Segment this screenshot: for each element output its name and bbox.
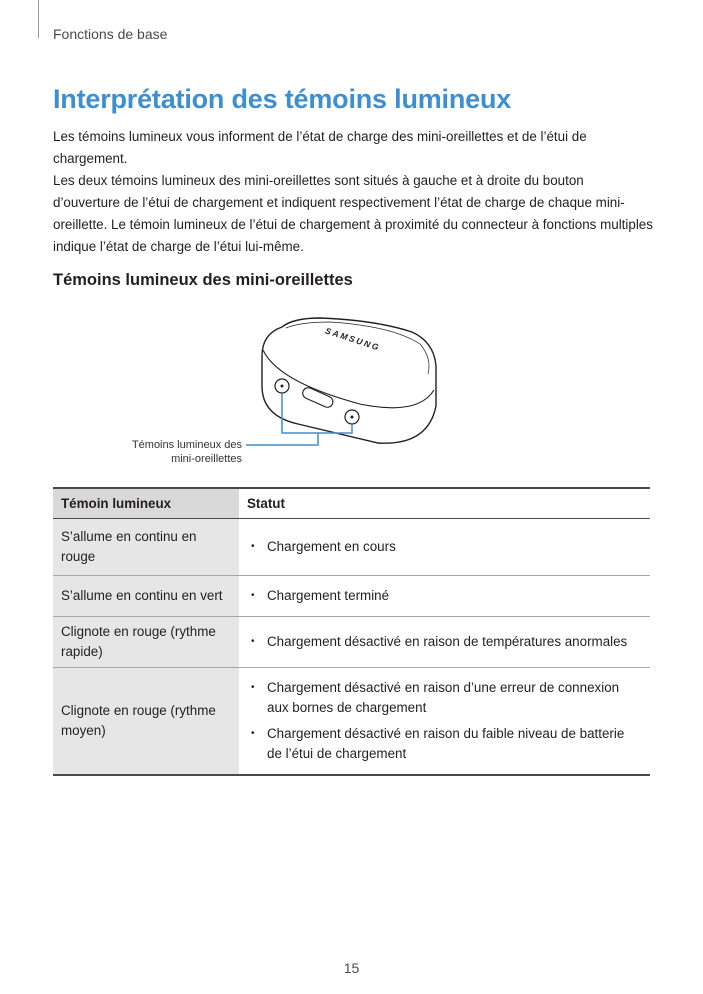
table-row [53, 617, 650, 668]
status-item: • Chargement désactivé en raison d’une erreur de connexion aux bornes de chargement [251, 678, 642, 718]
status-cell [239, 668, 650, 776]
status-cell [239, 617, 650, 668]
status-item: • Chargement terminé [251, 586, 642, 606]
column-header-status: Statut [239, 488, 650, 519]
callout-line-2: mini-oreillettes [171, 453, 242, 465]
details-paragraph: Les deux témoins lumineux des mini-oreillettes sont situés à gauche et à droite du bouton d’ouverture de l’étui de chargement et indiquent respectivement l’état de charge de chaque mini-oreillette. Le témoin lumineux de l’étui de chargement à proximité du connecteur à fonctions multiples indique l’état de charge de l’étui lui-même. [53, 173, 653, 254]
callout-line-1: Témoins lumineux des [131, 439, 242, 451]
intro-paragraph: Les témoins lumineux vous informent de l’état de charge des mini-oreillettes et de l’étui de chargement. [53, 129, 587, 166]
page-number: 15 [343, 960, 360, 976]
table-header-row [53, 488, 650, 519]
status-item: • Chargement désactivé en raison du faible niveau de batterie de l’étui de chargement [251, 724, 642, 764]
column-header-indicator: Témoin lumineux [53, 488, 239, 519]
indicator-cell: Clignote en rouge (rythme rapide) [53, 617, 239, 668]
section-subtitle: Témoins lumineux des mini-oreillettes [53, 271, 353, 289]
status-item: • Chargement en cours [251, 537, 642, 557]
indicator-cell: Clignote en rouge (rythme moyen) [53, 668, 239, 776]
table-row [53, 668, 650, 776]
figure-callout [112, 438, 242, 466]
indicator-status-table [53, 487, 650, 776]
earbud-light-right-dot [351, 416, 354, 419]
status-item: • Chargement désactivé en raison de températures anormales [251, 632, 642, 652]
charging-case-illustration [0, 300, 703, 470]
table-row [53, 576, 650, 617]
table-row [53, 519, 650, 576]
earbud-light-left-dot [281, 385, 284, 388]
indicator-cell: S’allume en continu en vert [53, 576, 239, 617]
status-cell [239, 576, 650, 617]
brand-logo: SAMSUNG [324, 325, 382, 353]
page-title: Interprétation des témoins lumineux [53, 84, 512, 114]
status-cell [239, 519, 650, 576]
margin-rule [38, 0, 39, 38]
section-header: Fonctions de base [53, 26, 168, 42]
indicator-cell: S’allume en continu en rouge [53, 519, 239, 576]
